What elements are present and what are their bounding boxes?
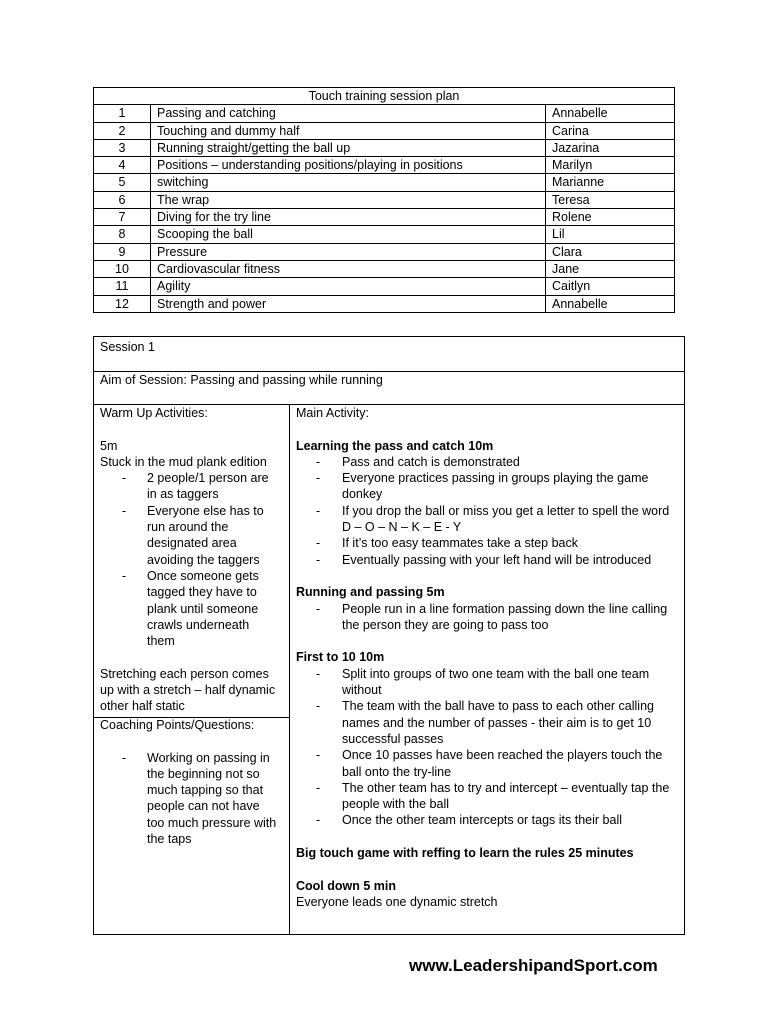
row-name: Clara — [546, 243, 675, 260]
table-row — [94, 260, 675, 277]
warmup-list — [100, 470, 278, 649]
session-box — [93, 336, 685, 935]
pass-catch-list — [296, 454, 680, 568]
row-topic: Running straight/getting the ball up — [151, 139, 546, 156]
row-topic: switching — [151, 174, 546, 191]
list-item: - If it’s too easy teammates take a step back — [296, 535, 680, 551]
table-row — [94, 243, 675, 260]
list-item: - Everyone else has to run around the designated area avoiding the taggers — [100, 503, 278, 568]
warmup-time: 5m — [100, 438, 118, 453]
coaching-heading: Coaching Points/Questions: — [100, 718, 255, 732]
row-number: 3 — [94, 139, 151, 156]
row-number: 8 — [94, 226, 151, 243]
row-topic: Positions – understanding positions/playing in positions — [151, 157, 546, 174]
coaching-section — [100, 717, 286, 847]
row-number: 7 — [94, 209, 151, 226]
row-number: 10 — [94, 260, 151, 277]
session-title: Session 1 — [100, 340, 155, 354]
row-number: 12 — [94, 295, 151, 312]
row-name: Marilyn — [546, 157, 675, 174]
main-heading: Main Activity: — [296, 406, 369, 420]
row-number: 5 — [94, 174, 151, 191]
session-plan-table — [93, 87, 675, 313]
session-aim: Aim of Session: Passing and passing while running — [100, 373, 383, 387]
row-name: Annabelle — [546, 105, 675, 122]
table-row — [94, 174, 675, 191]
table-row — [94, 139, 675, 156]
row-name: Marianne — [546, 174, 675, 191]
list-item: - If you drop the ball or miss you get a letter to spell the word D – O – N – K – E - Y — [296, 503, 680, 536]
coaching-list — [100, 750, 278, 848]
row-number: 1 — [94, 105, 151, 122]
column-divider — [289, 404, 290, 934]
row-name: Rolene — [546, 209, 675, 226]
list-item: - Eventually passing with your left hand will be introduced — [296, 552, 680, 568]
plan-title-row — [94, 88, 675, 105]
list-item: - Split into groups of two one team with the ball one team without — [296, 666, 680, 699]
table-row — [94, 209, 675, 226]
cooldown-text: Everyone leads one dynamic stretch — [296, 894, 498, 909]
row-name: Jane — [546, 260, 675, 277]
table-row — [94, 191, 675, 208]
row-topic: Diving for the try line — [151, 209, 546, 226]
row-number: 4 — [94, 157, 151, 174]
table-row — [94, 105, 675, 122]
list-item: - Pass and catch is demonstrated — [296, 454, 680, 470]
row-topic: Cardiovascular fitness — [151, 260, 546, 277]
section-title: Running and passing 5m — [296, 585, 445, 600]
list-item: - Once 10 passes have been reached the players touch the ball onto the try-line — [296, 747, 680, 780]
warmup-heading: Warm Up Activities: — [100, 406, 208, 420]
big-game-text: Big touch game with reffing to learn the rules 25 minutes — [296, 846, 634, 861]
first-to-ten-list — [296, 666, 680, 829]
list-item: - The other team has to try and intercept – eventually tap the people with the ball — [296, 780, 680, 813]
warmup-stretching: Stretching each person comes up with a stretch – half dynamic other half static — [100, 666, 276, 714]
table-row — [94, 278, 675, 295]
row-topic: Pressure — [151, 243, 546, 260]
website-footer: www.LeadershipandSport.com — [409, 956, 658, 975]
row-name: Carina — [546, 122, 675, 139]
row-topic: Scooping the ball — [151, 226, 546, 243]
row-topic: Agility — [151, 278, 546, 295]
row-name: Caitlyn — [546, 278, 675, 295]
row-number: 11 — [94, 278, 151, 295]
row-topic: Strength and power — [151, 295, 546, 312]
row-name: Teresa — [546, 191, 675, 208]
list-item: - The team with the ball have to pass to each other calling names and the number of passes - their aim is to get 10 successful passes — [296, 698, 680, 747]
list-item: - Working on passing in the beginning not so much tapping so that people can not have too much pressure with the taps — [100, 750, 278, 848]
row-name: Annabelle — [546, 295, 675, 312]
list-item: - 2 people/1 person are in as taggers — [100, 470, 278, 503]
plan-title: Touch training session plan — [94, 88, 675, 105]
row-number: 6 — [94, 191, 151, 208]
row-topic: Passing and catching — [151, 105, 546, 122]
main-activity-section — [296, 405, 680, 910]
row-number: 2 — [94, 122, 151, 139]
warmup-activity: Stuck in the mud plank edition — [100, 454, 267, 469]
table-row — [94, 157, 675, 174]
row-topic: The wrap — [151, 191, 546, 208]
list-item: - Once someone gets tagged they have to plank until someone crawls underneath them — [100, 568, 278, 649]
section-title: Learning the pass and catch 10m — [296, 438, 494, 453]
row-topic: Touching and dummy half — [151, 122, 546, 139]
section-title: First to 10 10m — [296, 650, 385, 665]
list-item: - Once the other team intercepts or tags its their ball — [296, 812, 680, 828]
table-row — [94, 295, 675, 312]
table-row — [94, 226, 675, 243]
row-number: 9 — [94, 243, 151, 260]
table-row — [94, 122, 675, 139]
running-passing-list — [296, 601, 680, 634]
warmup-section — [100, 405, 286, 715]
row-name: Lil — [546, 226, 675, 243]
row-name: Jazarina — [546, 139, 675, 156]
list-item: - Everyone practices passing in groups playing the game donkey — [296, 470, 680, 503]
cooldown-title: Cool down 5 min — [296, 878, 396, 893]
list-item: - People run in a line formation passing down the line calling the person they are going to pass too — [296, 601, 680, 634]
